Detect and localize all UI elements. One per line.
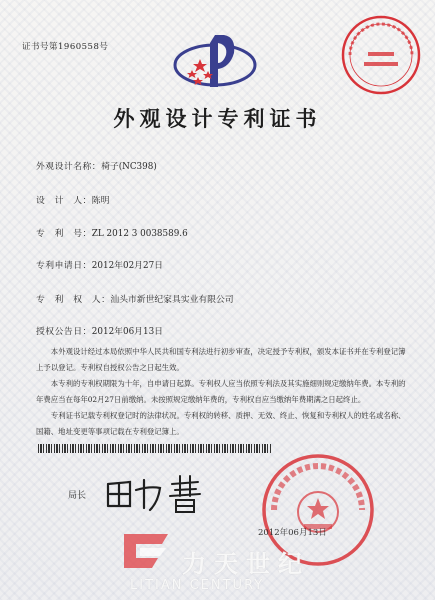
field-patentee: 专 利 权 人：汕头市新世纪家具实业有限公司 bbox=[36, 295, 234, 305]
litian-logo-icon bbox=[118, 528, 174, 578]
director-label: 局长 bbox=[68, 491, 87, 501]
stamp-date: 2012年06月13日 bbox=[258, 528, 327, 538]
body-paragraph-3: 专利证书记载专利权登记时的法律状况。专利权的转移、质押、无效、终止、恢复和专利权人的姓名或名称、国籍、地址变更等事项记载在专利登记簿上。 bbox=[36, 411, 406, 436]
field-designer: 设 计 人：陈明 bbox=[36, 196, 110, 206]
sipo-logo-icon bbox=[170, 25, 260, 97]
field-grant-date: 授权公告日：2012年06月13日 bbox=[36, 327, 163, 337]
tax-seal-icon bbox=[338, 12, 424, 98]
director-signature-icon bbox=[100, 470, 210, 516]
certificate-title: 外观设计专利证书 bbox=[113, 106, 322, 131]
field-patent-number: 专 利 号：ZL 2012 3 0038589.6 bbox=[36, 229, 188, 239]
certificate-number: 证书号第1960558号 bbox=[22, 42, 109, 52]
watermark-brand-cn: 力天世纪 bbox=[182, 550, 310, 578]
body-paragraph-2: 本专利的专利权期限为十年，自申请日起算。专利权人应当依照专利法及其实施细则规定缴纳年费。本专利的年费应当在每年02月27日前缴纳。未按照规定缴纳年费的，专利权自应当缴纳年费期满之日起终止。 bbox=[36, 379, 406, 404]
field-filing-date: 专利申请日：2012年02月27日 bbox=[36, 261, 163, 271]
barcode bbox=[38, 444, 272, 453]
body-paragraph-1: 本外观设计经过本局依照中华人民共和国专利法进行初步审查，决定授予专利权，颁发本证书并在专利登记簿上予以登记。专利权自授权公告之日起生效。 bbox=[36, 347, 406, 372]
field-design-name: 外观设计名称：椅子(NC398) bbox=[36, 162, 157, 172]
watermark-brand-en: LITIAN CENTURY bbox=[130, 578, 265, 593]
